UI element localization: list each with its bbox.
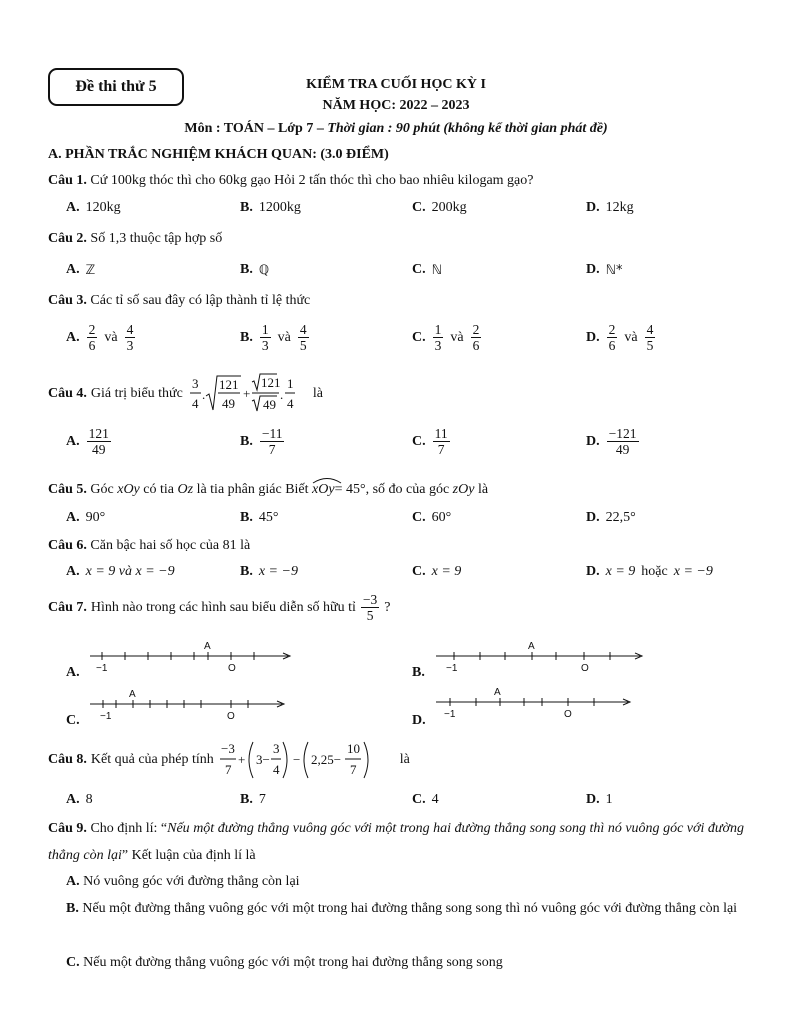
origin-label: O xyxy=(581,663,589,674)
q2-option-c[interactable]: C. ℕ xyxy=(412,262,443,278)
origin-label: O xyxy=(228,663,236,674)
svg-text:3: 3 xyxy=(191,376,199,391)
q7-number-line-d[interactable] xyxy=(432,686,648,722)
svg-text:49: 49 xyxy=(221,396,235,411)
q5-option-a[interactable]: A. 90° xyxy=(66,510,106,525)
svg-text:1: 1 xyxy=(286,376,294,391)
section-a-heading: A. PHẦN TRẮC NGHIỆM KHÁCH QUAN: (3.0 ĐIỂM) xyxy=(48,147,389,162)
q7-number-line-a[interactable] xyxy=(86,640,298,676)
q7-number-line-b[interactable] xyxy=(432,640,648,676)
minus-one-label: −1 xyxy=(444,709,456,720)
q1-option-d[interactable]: D. 12kg xyxy=(586,200,634,215)
point-a-label: A xyxy=(129,689,136,700)
q6-option-d[interactable]: D. x = 9 hoặc x = −9 xyxy=(586,564,713,579)
q6-option-c[interactable]: C. x = 9 xyxy=(412,564,462,579)
q8-expression xyxy=(220,738,396,782)
q6-option-b[interactable]: B. x = −9 xyxy=(240,564,298,579)
q2-option-b[interactable]: B. ℚ xyxy=(240,262,270,278)
subject-prefix: Môn : TOÁN – Lớp 7 – xyxy=(184,121,328,136)
point-a-label: A xyxy=(204,641,211,652)
school-year: NĂM HỌC: 2022 – 2023 xyxy=(322,98,470,113)
q1-option-a[interactable]: A. 120kg xyxy=(66,200,121,215)
q8-option-a[interactable]: A. 8 xyxy=(66,792,93,807)
q8-option-c[interactable]: C. 4 xyxy=(412,792,439,807)
svg-text:4: 4 xyxy=(286,396,294,411)
q4-expression xyxy=(189,372,309,416)
svg-text:−3: −3 xyxy=(220,741,235,756)
q1-option-c[interactable]: C. 200kg xyxy=(412,200,467,215)
q1-option-b[interactable]: B. 1200kg xyxy=(240,200,301,215)
svg-text:−: − xyxy=(292,752,301,767)
svg-text:121: 121 xyxy=(260,375,281,390)
question-3: Câu 3. Các tỉ số sau đây có lập thành tỉ lệ thức xyxy=(48,293,311,308)
q5-option-b[interactable]: B. 45° xyxy=(240,510,279,525)
question-9: Câu 9. Cho định lí: “Nếu một đường thẳng vuông góc với một trong hai đường thẳng song song thì nó vuông góc với đường thẳng còn lại” Kết luận của định lí là xyxy=(48,821,745,863)
point-a-label: A xyxy=(528,641,535,652)
svg-text:2,25−: 2,25− xyxy=(310,752,341,767)
question-1: Câu 1. Cứ 100kg thóc thì cho 60kg gạo Hỏi 2 tấn thóc thì cho bao nhiêu kilogam gạo? xyxy=(48,173,534,188)
svg-text:4: 4 xyxy=(191,396,199,411)
q2-option-a[interactable]: A. ℤ xyxy=(66,262,96,278)
q8-option-b[interactable]: B. 7 xyxy=(240,792,266,807)
svg-text:49: 49 xyxy=(262,397,276,412)
q7-option-a-letter[interactable]: A. xyxy=(66,665,80,680)
q7-option-b-letter[interactable]: B. xyxy=(412,665,425,680)
q4-option-c[interactable]: C. $\frac{11}{7}$ xyxy=(412,426,448,457)
question-7: Câu 7. Hình nào trong các hình sau biểu diễn số hữu tỉ $\frac{-3}{5}$ ? xyxy=(48,592,391,623)
minus-one-label: −1 xyxy=(96,663,108,674)
q7-number-line-c[interactable] xyxy=(86,688,298,724)
exam-tag-label: Đề thi thử 5 xyxy=(75,78,157,95)
question-2: Câu 2. Số 1,3 thuộc tập hợp số xyxy=(48,231,223,246)
minus-one-label: −1 xyxy=(446,663,458,674)
q6-option-a[interactable]: A. x = 9 và x = −9 xyxy=(66,564,175,579)
q9-option-a[interactable]: A. Nó vuông góc với đường thẳng còn lại xyxy=(66,874,300,889)
svg-text:.: . xyxy=(279,387,284,402)
q3-option-d[interactable]: D. $\frac{2}{6}$ và $\frac{4}{5}$ xyxy=(586,322,654,353)
svg-text:+: + xyxy=(242,386,251,401)
svg-text:4: 4 xyxy=(272,762,280,777)
q3-option-c[interactable]: C. $\frac{1}{3}$ và $\frac{2}{6}$ xyxy=(412,322,480,353)
q7-option-d-letter[interactable]: D. xyxy=(412,713,426,728)
exam-title: KIỂM TRA CUỐI HỌC KỲ I xyxy=(306,77,486,92)
q5-option-d[interactable]: D. 22,5° xyxy=(586,510,636,525)
svg-text:.: . xyxy=(201,387,206,402)
svg-text:121: 121 xyxy=(218,377,239,392)
svg-text:7: 7 xyxy=(224,762,232,777)
q4-option-b[interactable]: B. $\frac{-11}{7}$ xyxy=(240,426,283,457)
question-5: Câu 5. Góc xOy có tia Oz là tia phân giác Biết xOy= 45°, số đo của góc zOy là xyxy=(48,481,488,499)
q4-option-a[interactable]: A. $\frac{121}{49}$ xyxy=(66,426,109,457)
q3-option-b[interactable]: B. $\frac{1}{3}$ và $\frac{4}{5}$ xyxy=(240,322,307,353)
point-a-label: A xyxy=(494,687,501,698)
q7-option-c-letter[interactable]: C. xyxy=(66,713,80,728)
svg-text:3: 3 xyxy=(272,741,280,756)
question-6: Câu 6. Căn bậc hai số học của 81 là xyxy=(48,538,251,553)
q9-option-c[interactable]: C. Nếu một đường thẳng vuông góc với một trong hai đường thẳng song song xyxy=(66,955,503,970)
svg-text:3−: 3− xyxy=(255,752,270,767)
q5-option-c[interactable]: C. 60° xyxy=(412,510,452,525)
q4-option-d[interactable]: D. $\frac{-121}{49}$ xyxy=(586,426,637,457)
question-8: Câu 8. Kết quả của phép tính −3 7 + 3− 3 4 − 2,25− 10 7 là xyxy=(48,738,410,782)
subject-line xyxy=(0,120,792,138)
minus-one-label: −1 xyxy=(100,711,112,722)
origin-label: O xyxy=(564,709,572,720)
q9-option-b[interactable]: B. Nếu một đường thẳng vuông góc với một trong hai đường thẳng song song thì nó vuông góc với đường thẳng còn lại xyxy=(66,901,738,916)
origin-label: O xyxy=(227,711,235,722)
svg-text:10: 10 xyxy=(346,741,360,756)
subject-time: Thời gian : 90 phút (không kể thời gian phát đề) xyxy=(327,121,608,136)
question-4: Câu 4. Giá trị biểu thức 3 4 . 121 49 + 121 49 . 1 4 là xyxy=(48,372,323,416)
q3-option-a[interactable]: A. $\frac{2}{6}$ và $\frac{4}{3}$ xyxy=(66,322,134,353)
q2-option-d[interactable]: D. ℕ* xyxy=(586,262,623,278)
svg-text:+: + xyxy=(237,752,246,767)
q8-option-d[interactable]: D. 1 xyxy=(586,792,613,807)
angle-arc-icon xyxy=(312,476,342,484)
svg-text:7: 7 xyxy=(349,762,357,777)
